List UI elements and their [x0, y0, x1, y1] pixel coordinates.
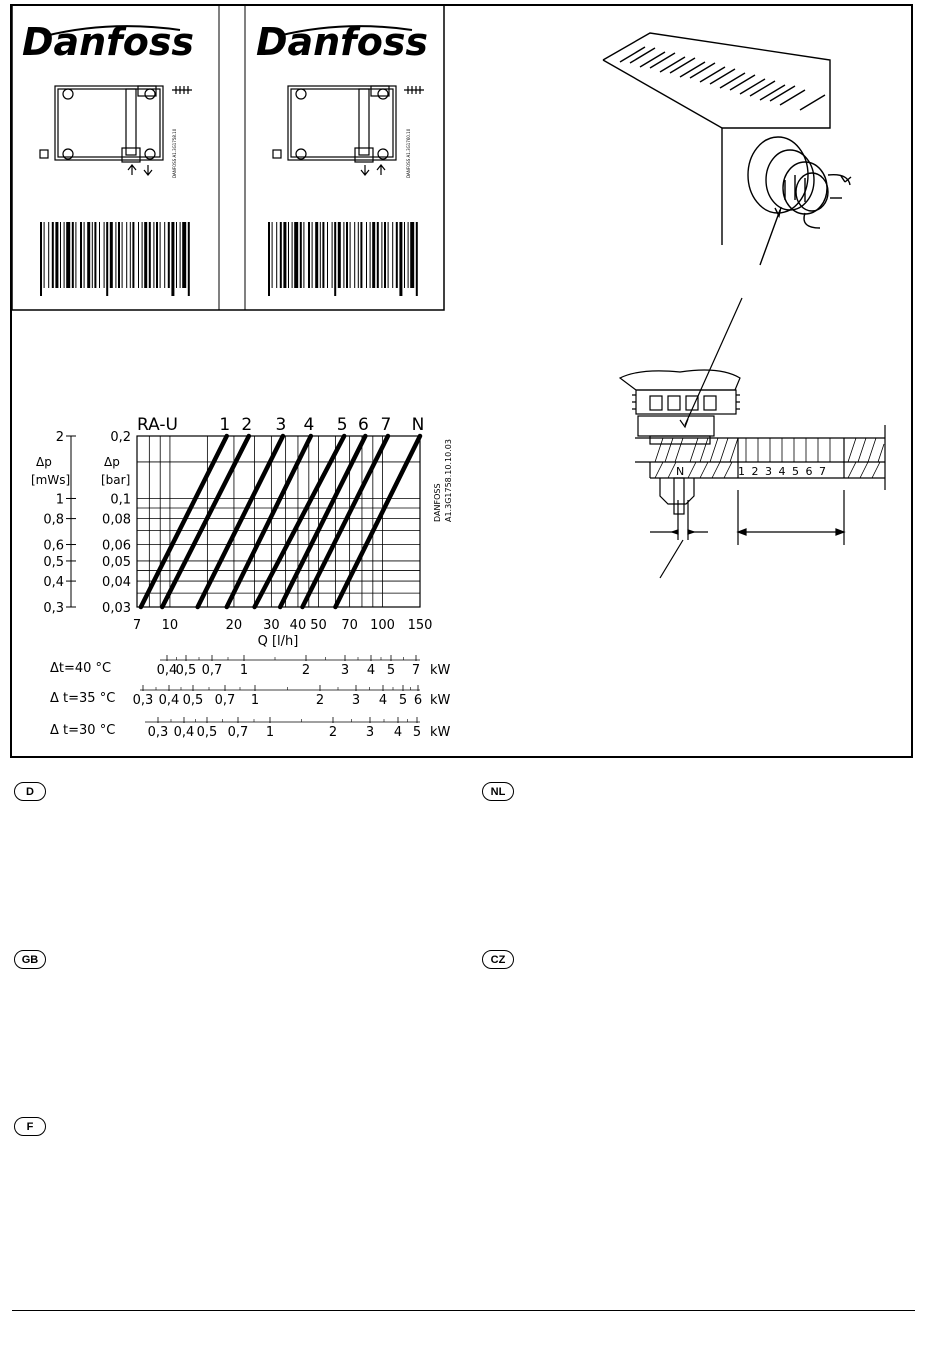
- barcode-bar: [377, 222, 379, 288]
- lang-badge-gb: GB: [14, 950, 46, 969]
- x-tick-label: 40: [289, 618, 307, 633]
- barcode-bar: [142, 222, 143, 288]
- barcode-bar: [99, 222, 100, 288]
- power-scale-tick-label: 0,7: [214, 693, 236, 708]
- barcode-bar: [60, 222, 61, 288]
- barcode-bar: [399, 222, 402, 296]
- power-scale-tick-label: 3: [365, 725, 375, 740]
- barcode-bar: [381, 222, 382, 288]
- power-scale-label: Δ t=30 °C: [50, 723, 116, 738]
- power-scale-unit: kW: [430, 693, 451, 708]
- barcode-bar: [168, 222, 170, 288]
- barcode-bar: [104, 222, 105, 288]
- power-scale-tick-label: 1: [239, 663, 249, 678]
- barcode-bar: [288, 222, 289, 288]
- x-tick-label: 20: [225, 618, 243, 633]
- scale-digit: 6: [805, 465, 813, 478]
- barcode-bar: [338, 222, 341, 288]
- barcode-bar: [171, 222, 174, 296]
- barcode-bar: [332, 222, 333, 288]
- barcode-bar: [346, 222, 348, 288]
- power-scale-tick-label: 7: [411, 663, 421, 678]
- power-scale-tick-label: 1: [265, 725, 275, 740]
- y-tick-right-label: 0,03: [102, 601, 131, 616]
- scale-digit: 7: [819, 465, 826, 478]
- power-scale-unit: kW: [430, 663, 451, 678]
- power-scale-tick-label: 5: [398, 693, 408, 708]
- power-scale-tick-label: 3: [340, 663, 350, 678]
- barcode-bar: [64, 222, 65, 288]
- barcode-bar: [303, 222, 304, 288]
- lang-badge-d: D: [14, 782, 46, 801]
- barcode-bar: [354, 222, 355, 288]
- barcode-bar: [334, 222, 336, 296]
- x-tick-label: 10: [161, 618, 179, 633]
- series-label-3: 3: [275, 415, 287, 435]
- scale-digit: 1: [738, 465, 745, 478]
- barcode-bar: [176, 222, 177, 288]
- power-scale-tick-label: 0,4: [156, 663, 178, 678]
- barcode-bar: [294, 222, 298, 288]
- barcode-bar: [110, 222, 113, 288]
- chart-series-labels: [219, 415, 424, 435]
- series-label-2: 2: [241, 415, 253, 435]
- power-scale-tick-label: 5: [386, 663, 396, 678]
- power-scale-tick-label: 3: [351, 693, 361, 708]
- barcode-bar: [283, 222, 286, 288]
- barcode-bar: [410, 222, 414, 288]
- chart-ref-code-1: DANFOSS: [433, 483, 442, 522]
- barcode-bar: [315, 222, 318, 288]
- scale-digit: 5: [792, 465, 799, 478]
- power-scale-tick-label: 4: [366, 663, 376, 678]
- y-tick-right-label: 0,06: [102, 538, 131, 554]
- barcode-right: [268, 222, 418, 296]
- barcode-bar: [156, 222, 158, 288]
- power-scale-tick-label: 5: [412, 725, 422, 740]
- barcode-bar: [268, 222, 270, 296]
- barcode-bar: [272, 222, 273, 288]
- barcode-bar: [149, 222, 151, 288]
- barcode-bar: [182, 222, 186, 288]
- power-scale-tick-label: 0,4: [173, 725, 195, 740]
- chart-x-label: Q [l/h]: [257, 634, 299, 649]
- barcode-bar: [300, 222, 302, 288]
- valve-section-illustration: [620, 298, 885, 578]
- chart-x-ticks: [133, 618, 433, 633]
- barcode-bar: [130, 222, 131, 288]
- barcode-bar: [138, 222, 139, 288]
- barcode-bar: [392, 222, 393, 288]
- barcode-bar: [72, 222, 74, 288]
- power-scale-tick-label: 0,7: [201, 663, 223, 678]
- power-scale-tick-label: 4: [393, 725, 403, 740]
- barcode-bar: [66, 222, 70, 288]
- power-scale-tick-label: 0,5: [175, 663, 197, 678]
- barcode-bar: [80, 222, 82, 288]
- radiator-icon-left: [40, 86, 192, 175]
- barcode-bar: [132, 222, 134, 288]
- barcode-bar: [180, 222, 181, 288]
- y-tick-left-label: 0,5: [43, 554, 64, 570]
- barcode-bar: [360, 222, 362, 288]
- barcode-bar: [280, 222, 282, 288]
- power-scale-tick-label: 0,4: [158, 693, 180, 708]
- power-scale-tick-label: 4: [378, 693, 388, 708]
- series-label-6: 6: [357, 415, 369, 435]
- barcode-bar: [87, 222, 90, 288]
- y-tick-right-label: 0,05: [102, 554, 131, 570]
- y-label-right-2: [bar]: [101, 473, 131, 487]
- series-label-1: 1: [219, 415, 231, 435]
- power-scale-tick-label: 2: [315, 693, 325, 708]
- y-label-left-1: Δp: [36, 455, 52, 469]
- barcode-bar: [322, 222, 324, 288]
- series-label-7: 7: [380, 415, 392, 435]
- y-label-left-2: [mWs]: [31, 473, 71, 487]
- barcode-bar: [160, 222, 161, 288]
- x-tick-label: 100: [370, 618, 395, 633]
- y-tick-right-label: 0,1: [110, 492, 131, 508]
- danfoss-logo-right: Danfoss: [255, 20, 429, 64]
- series-label-4: 4: [303, 415, 315, 435]
- y-tick-right-label: 0,08: [102, 512, 131, 528]
- lang-badge-cz: CZ: [482, 950, 514, 969]
- y-tick-left-label: 0,3: [43, 601, 64, 616]
- lang-badge-nl: NL: [482, 782, 514, 801]
- series-label-N: N: [411, 415, 425, 435]
- barcode-bar: [153, 222, 154, 288]
- power-scale-tick-label: 0,7: [227, 725, 249, 740]
- y-label-right-1: Δp: [104, 455, 120, 469]
- power-scale-tick-label: 0,3: [147, 725, 169, 740]
- barcode-bar: [312, 222, 313, 288]
- barcode-bar: [327, 222, 328, 288]
- barcode-left: [40, 222, 190, 296]
- barcode-bar: [144, 222, 147, 288]
- lang-badge-f: F: [14, 1117, 46, 1136]
- power-scale-tick-label: 0,5: [196, 725, 218, 740]
- barcode-bar: [164, 222, 165, 288]
- barcode-bar: [388, 222, 389, 288]
- barcode-bar: [122, 222, 123, 288]
- power-scale-label: Δt=40 °C: [50, 661, 112, 676]
- barcode-bar: [126, 222, 127, 288]
- y-tick-left-label: 0,8: [43, 512, 64, 528]
- barcode-bar: [75, 222, 76, 288]
- scale-digit: 4: [778, 465, 786, 478]
- scale-digits: [738, 465, 826, 478]
- series-label-5: 5: [336, 415, 348, 435]
- barcode-bar: [52, 222, 54, 288]
- power-scale-unit: kW: [430, 725, 451, 740]
- chart-title: RA-U: [137, 415, 178, 435]
- scale-digit: 2: [751, 465, 759, 478]
- power-scale-label: Δ t=35 °C: [50, 691, 116, 706]
- power-scale-tick-label: 2: [328, 725, 338, 740]
- barcode-bar: [366, 222, 367, 288]
- barcode-bar: [404, 222, 405, 288]
- barcode-bar: [276, 222, 277, 288]
- power-scale-tick-label: 1: [250, 693, 260, 708]
- barcode-bar: [320, 222, 321, 288]
- barcode-bar: [384, 222, 386, 288]
- power-scale-tick-label: 6: [413, 693, 423, 708]
- flow-chart: [31, 415, 453, 740]
- x-tick-label: 7: [132, 618, 142, 633]
- barcode-bar: [55, 222, 58, 288]
- x-tick-label: 150: [407, 618, 433, 633]
- scale-digit: 3: [765, 465, 772, 478]
- y-tick-left-label: 0,4: [43, 575, 64, 591]
- y-tick-left-label: 2: [55, 430, 64, 445]
- y-tick-right-label: 0,04: [102, 575, 131, 591]
- barcode-bar: [292, 222, 293, 288]
- y-tick-left-label: 0,6: [43, 538, 64, 554]
- barcode-bar: [396, 222, 398, 288]
- barcode-bar: [48, 222, 49, 288]
- footer-rule: [12, 1310, 915, 1311]
- danfoss-logo-left: Danfoss: [21, 20, 195, 64]
- power-scale-tick-label: 0,5: [182, 693, 204, 708]
- barcode-bar: [84, 222, 85, 288]
- barcode-bar: [372, 222, 375, 288]
- barcode-bar: [350, 222, 351, 288]
- power-scale-tick-label: 0,3: [132, 693, 154, 708]
- barcode-bar: [370, 222, 371, 288]
- barcode-bar: [358, 222, 359, 288]
- barcode-bar: [343, 222, 344, 288]
- barcode-bar: [188, 222, 190, 296]
- barcode-bar: [106, 222, 108, 296]
- y-tick-left-label: 1: [55, 492, 64, 508]
- barcode-bar: [416, 222, 418, 296]
- chart-ref-code-2: A1.3G1758.10.10.03: [444, 439, 453, 522]
- power-scale-tick-label: 2: [301, 663, 311, 678]
- x-tick-label: 50: [310, 618, 327, 633]
- label-code-left: DANFOSS A1.3G1758.10: [172, 128, 177, 178]
- scale-n-label: N: [676, 465, 685, 478]
- x-tick-label: 30: [263, 618, 280, 633]
- x-tick-label: 70: [341, 618, 358, 633]
- radiator-illustration: [603, 33, 851, 265]
- radiator-icon-right: [273, 86, 424, 175]
- barcode-bar: [115, 222, 116, 288]
- barcode-bar: [40, 222, 42, 296]
- barcode-bar: [92, 222, 93, 288]
- power-scales: [50, 655, 451, 740]
- label-code-right: DANFOSS A1.3G1760.10: [406, 128, 411, 178]
- barcode-bar: [308, 222, 310, 288]
- y-tick-right-label: 0,2: [110, 430, 131, 445]
- barcode-bar: [118, 222, 120, 288]
- barcode-bar: [94, 222, 96, 288]
- barcode-bar: [44, 222, 45, 288]
- barcode-bar: [408, 222, 409, 288]
